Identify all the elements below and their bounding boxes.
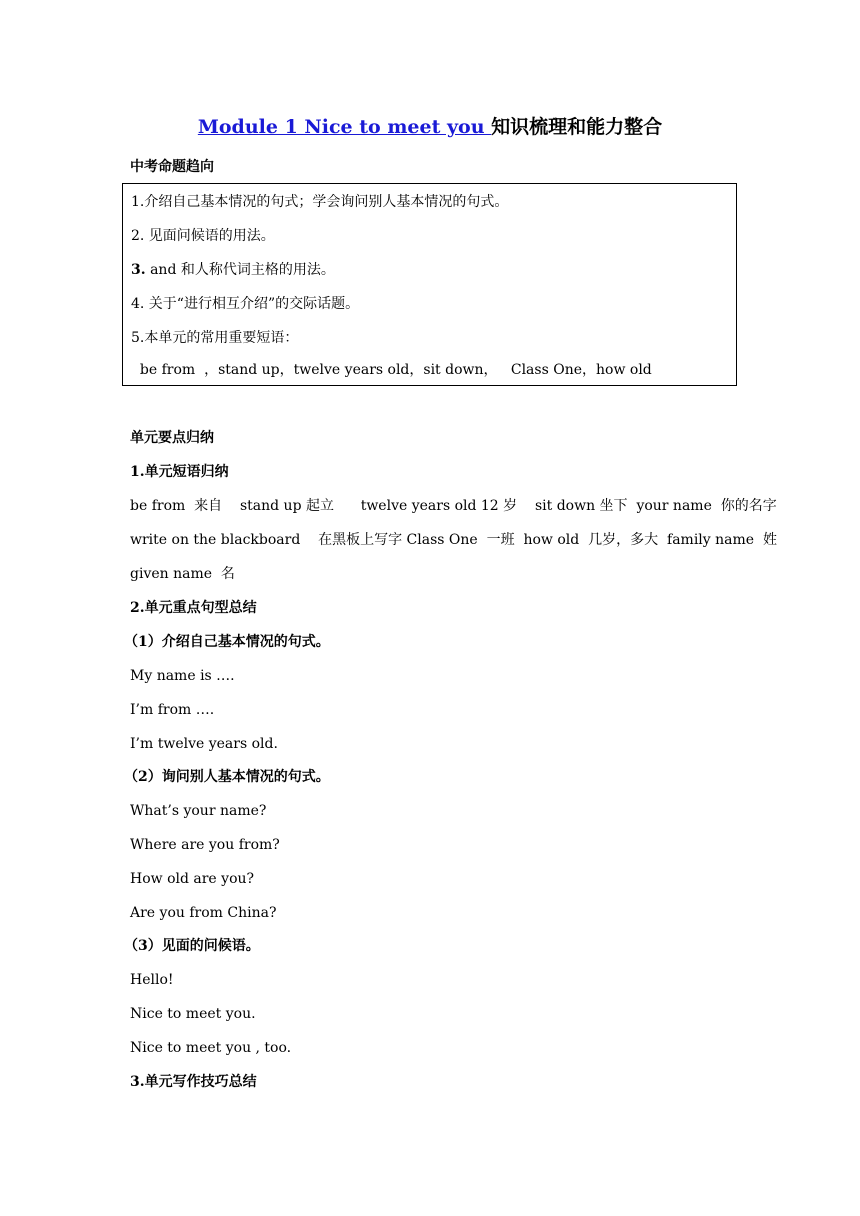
phrase-line: write on the blackboard 在黑板上写字 Class One 一班 how old 几岁，多大 family name 姓: [130, 532, 777, 548]
trend-box: [122, 183, 737, 386]
trend-heading: 中考命题趋向: [130, 159, 214, 175]
sentence-line: Where are you from?: [130, 837, 280, 853]
phrase-line: given name 名: [130, 566, 235, 582]
sentence-line: I’m from ….: [130, 702, 215, 718]
trend-item: 4. 关于“进行相互介绍”的交际话题。: [131, 296, 360, 312]
group-heading: （3）见面的问候语。: [124, 938, 260, 954]
sentence-line: My name is ….: [130, 668, 235, 684]
trend-item: 2. 见面问候语的用法。: [131, 228, 275, 244]
page-title: [0, 113, 860, 141]
summary-heading: 单元要点归纳: [130, 430, 214, 446]
sentence-line: I’m twelve years old.: [130, 736, 278, 752]
phrases-heading: 1.单元短语归纳: [130, 464, 229, 480]
sentences-heading: 2.单元重点句型总结: [130, 600, 257, 616]
trend-item: 1.介绍自己基本情况的句式；学会询问别人基本情况的句式。: [131, 194, 509, 210]
sentence-line: Nice to meet you , too.: [130, 1040, 292, 1056]
module-title-link[interactable]: Module 1 Nice to meet you: [197, 116, 492, 138]
trend-item: 5.本单元的常用重要短语：: [131, 330, 299, 346]
phrase-line: be from 来自 stand up 起立 twelve years old 12 岁 sit down 坐下 your name 你的名字: [130, 498, 777, 514]
group-heading: （2）询问别人基本情况的句式。: [124, 769, 330, 785]
writing-heading: 3.单元写作技巧总结: [130, 1074, 257, 1090]
sentence-line: Are you from China?: [130, 905, 277, 921]
sentence-line: What’s your name?: [130, 803, 267, 819]
sentence-line: Hello!: [130, 972, 174, 988]
trend-item: be from ，stand up，twelve years old，sit down， Class One，how old: [131, 362, 652, 378]
group-heading: （1）介绍自己基本情况的句式。: [124, 634, 330, 650]
title-suffix: 知识梳理和能力整合: [491, 116, 663, 138]
trend-item: 3. and 和人称代词主格的用法。: [131, 262, 335, 278]
sentence-line: Nice to meet you.: [130, 1006, 256, 1022]
sentence-line: How old are you?: [130, 871, 255, 887]
